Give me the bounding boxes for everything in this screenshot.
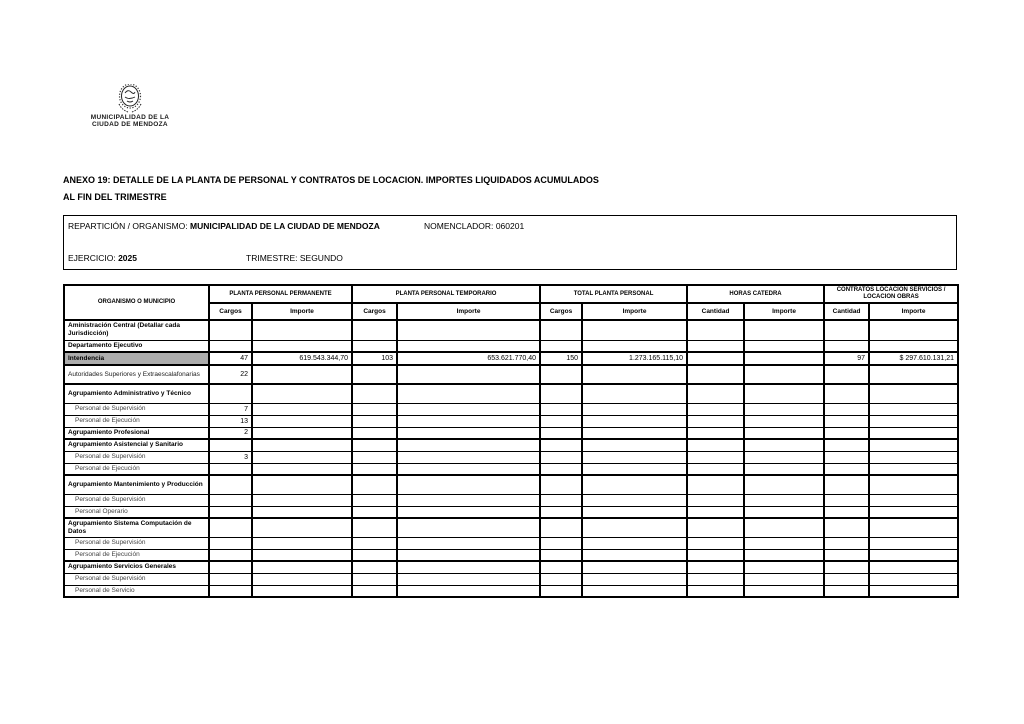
row-cell (687, 451, 744, 463)
row-cell (744, 463, 824, 475)
row-cell (540, 451, 582, 463)
row-cell (209, 518, 252, 537)
row-cell (209, 384, 252, 403)
municipal-crest-icon (114, 84, 146, 114)
row-cell (252, 585, 352, 597)
row-cell: 7 (209, 403, 252, 415)
ejercicio-label: EJERCICIO: (68, 253, 116, 263)
row-cell (869, 549, 958, 561)
row-cell (582, 585, 687, 597)
row-cell (744, 506, 824, 518)
row-cell (744, 573, 824, 585)
reparticion-value: MUNICIPALIDAD DE LA CIUDAD DE MENDOZA (190, 221, 380, 231)
table-row (64, 427, 958, 439)
column-header-hc-importe: Importe (744, 303, 824, 320)
row-cell (252, 561, 352, 573)
row-cell (209, 549, 252, 561)
row-cell (869, 427, 958, 439)
row-cell (540, 340, 582, 352)
row-cell (869, 415, 958, 427)
row-cell (869, 537, 958, 549)
row-cell (352, 427, 397, 439)
table-row (64, 475, 958, 494)
row-cell (824, 439, 869, 451)
trimestre-field (246, 253, 343, 263)
row-cell (540, 403, 582, 415)
row-cell (397, 365, 540, 384)
row-cell (744, 427, 824, 439)
row-cell (582, 415, 687, 427)
row-cell (397, 561, 540, 573)
column-group-total-planta: TOTAL PLANTA PERSONAL (540, 285, 687, 303)
document-title-line1: ANEXO 19: DETALLE DE LA PLANTA DE PERSONAL Y CONTRATOS DE LOCACION. IMPORTES LIQUIDADOS ACUMULADOS (63, 175, 599, 185)
row-cell (582, 403, 687, 415)
column-header-organismo: ORGANISMO O MUNICIPIO (64, 285, 209, 320)
row-label: Personal de Supervisión (64, 403, 209, 415)
row-cell (209, 340, 252, 352)
column-group-horas-catedra: HORAS CATEDRA (687, 285, 824, 303)
row-cell (582, 506, 687, 518)
row-cell (824, 403, 869, 415)
row-cell (869, 463, 958, 475)
row-cell (744, 340, 824, 352)
row-cell: 22 (209, 365, 252, 384)
row-label: Personal de Supervisión (64, 537, 209, 549)
row-cell (869, 451, 958, 463)
row-cell: 150 (540, 352, 582, 365)
row-cell (352, 561, 397, 573)
personnel-table (63, 284, 959, 598)
table-header (64, 285, 958, 320)
row-cell (352, 340, 397, 352)
row-cell (352, 463, 397, 475)
row-label: Agrupamiento Administrativo y Técnico (64, 384, 209, 403)
row-cell (744, 549, 824, 561)
column-header-pt-importe: Importe (397, 303, 540, 320)
row-cell (252, 439, 352, 451)
row-cell (824, 463, 869, 475)
row-cell (824, 415, 869, 427)
row-cell: 97 (824, 352, 869, 365)
row-cell (252, 320, 352, 340)
row-cell (252, 573, 352, 585)
row-cell (352, 585, 397, 597)
row-cell (252, 537, 352, 549)
table-row (64, 506, 958, 518)
row-cell (252, 384, 352, 403)
row-cell (209, 573, 252, 585)
row-label: Personal de Supervisión (64, 573, 209, 585)
row-cell (687, 561, 744, 573)
row-cell (582, 320, 687, 340)
row-cell (744, 585, 824, 597)
row-cell (252, 340, 352, 352)
row-cell (352, 365, 397, 384)
row-cell (352, 494, 397, 506)
table-row (64, 439, 958, 451)
row-label: Personal de Ejecución (64, 549, 209, 561)
row-cell (582, 427, 687, 439)
row-cell (397, 320, 540, 340)
report-info-box (63, 215, 957, 270)
row-cell (397, 384, 540, 403)
row-cell (744, 352, 824, 365)
row-cell (744, 494, 824, 506)
row-label: Personal de Supervisión (64, 451, 209, 463)
row-cell (540, 415, 582, 427)
row-label: Personal de Servicio (64, 585, 209, 597)
row-cell (540, 573, 582, 585)
row-cell (209, 320, 252, 340)
row-cell (209, 537, 252, 549)
ejercicio-value: 2025 (118, 253, 137, 263)
row-cell (744, 384, 824, 403)
row-label: Agrupamiento Servicios Generales (64, 561, 209, 573)
table-row (64, 403, 958, 415)
column-header-total-cargos: Cargos (540, 303, 582, 320)
row-cell: $ 297.610.131,21 (869, 352, 958, 365)
table-row (64, 585, 958, 597)
table-row (64, 537, 958, 549)
row-cell (687, 384, 744, 403)
logo-org-name-line2: CIUDAD DE MENDOZA (92, 121, 168, 128)
row-cell (540, 585, 582, 597)
row-label: Agrupamiento Mantenimiento y Producción (64, 475, 209, 494)
row-cell (252, 427, 352, 439)
row-cell (252, 403, 352, 415)
row-cell (744, 403, 824, 415)
column-header-pp-importe: Importe (252, 303, 352, 320)
row-cell (252, 475, 352, 494)
row-cell (352, 549, 397, 561)
row-cell (209, 463, 252, 475)
table-row (64, 352, 958, 365)
table-row (64, 573, 958, 585)
row-cell (352, 573, 397, 585)
row-cell (687, 427, 744, 439)
row-label: Personal de Ejecución (64, 463, 209, 475)
row-cell (352, 320, 397, 340)
row-cell (744, 561, 824, 573)
row-cell (869, 403, 958, 415)
row-cell (687, 475, 744, 494)
row-cell (397, 585, 540, 597)
row-cell (352, 475, 397, 494)
row-cell (397, 475, 540, 494)
document-title-line2: AL FIN DEL TRIMESTRE (63, 192, 167, 202)
row-cell (209, 475, 252, 494)
row-cell (744, 475, 824, 494)
table-row (64, 463, 958, 475)
row-cell (540, 365, 582, 384)
row-cell (744, 365, 824, 384)
row-cell (209, 585, 252, 597)
row-cell (687, 549, 744, 561)
row-cell (540, 320, 582, 340)
municipality-logo (88, 84, 172, 128)
row-label: Personal Operario (64, 506, 209, 518)
row-cell (582, 451, 687, 463)
nomenclador-label: NOMENCLADOR: (424, 221, 494, 231)
row-cell (540, 537, 582, 549)
row-cell (824, 549, 869, 561)
row-cell (687, 415, 744, 427)
row-cell (397, 518, 540, 537)
row-cell (744, 537, 824, 549)
row-cell (687, 352, 744, 365)
row-cell (869, 573, 958, 585)
row-cell (687, 518, 744, 537)
row-label: Aministración Central (Detallar cada Jurisdicción) (64, 320, 209, 340)
row-cell (540, 494, 582, 506)
row-cell (397, 573, 540, 585)
row-cell (687, 585, 744, 597)
row-cell (397, 439, 540, 451)
ejercicio-field (68, 253, 137, 263)
row-cell (352, 439, 397, 451)
trimestre-label: TRIMESTRE: (246, 253, 298, 263)
row-cell (687, 494, 744, 506)
row-cell: 103 (352, 352, 397, 365)
row-cell (582, 365, 687, 384)
row-cell (397, 451, 540, 463)
row-cell (397, 549, 540, 561)
row-cell (252, 549, 352, 561)
table-row (64, 320, 958, 340)
row-cell (869, 340, 958, 352)
row-label: Personal de Supervisión (64, 494, 209, 506)
row-cell (540, 518, 582, 537)
row-cell (352, 415, 397, 427)
row-cell (540, 439, 582, 451)
logo-org-name-line1: MUNICIPALIDAD DE LA (90, 114, 170, 121)
column-group-planta-temporario: PLANTA PERSONAL TEMPORARIO (352, 285, 540, 303)
row-cell (744, 415, 824, 427)
row-cell (869, 494, 958, 506)
row-cell (540, 506, 582, 518)
row-cell (582, 561, 687, 573)
reparticion-field (68, 221, 380, 231)
row-cell (252, 518, 352, 537)
row-cell (824, 561, 869, 573)
row-cell (352, 506, 397, 518)
row-cell (824, 384, 869, 403)
row-cell (397, 403, 540, 415)
row-cell (824, 573, 869, 585)
row-cell (824, 340, 869, 352)
row-cell (582, 439, 687, 451)
row-cell (582, 463, 687, 475)
row-cell: 3 (209, 451, 252, 463)
row-cell (869, 518, 958, 537)
table-row (64, 384, 958, 403)
row-cell: 2 (209, 427, 252, 439)
row-cell (869, 475, 958, 494)
row-cell (582, 518, 687, 537)
row-cell (209, 494, 252, 506)
row-cell (824, 365, 869, 384)
row-cell (824, 506, 869, 518)
row-label: Departamento Ejecutivo (64, 340, 209, 352)
row-cell (397, 340, 540, 352)
row-cell (352, 518, 397, 537)
row-cell (824, 427, 869, 439)
row-cell (252, 506, 352, 518)
row-cell (687, 463, 744, 475)
row-cell (824, 518, 869, 537)
row-cell (687, 403, 744, 415)
row-cell: 1.273.165.115,10 (582, 352, 687, 365)
row-cell (582, 537, 687, 549)
column-header-total-importe: Importe (582, 303, 687, 320)
row-cell (397, 494, 540, 506)
row-cell (209, 506, 252, 518)
row-label: Agrupamiento Profesional (64, 427, 209, 439)
row-cell (209, 561, 252, 573)
row-cell (209, 439, 252, 451)
row-label: Agrupamiento Sistema Computación de Datos (64, 518, 209, 537)
table-row (64, 549, 958, 561)
row-cell (869, 585, 958, 597)
row-label: Intendencia (64, 352, 209, 365)
row-cell (744, 451, 824, 463)
row-cell (824, 585, 869, 597)
row-cell (582, 494, 687, 506)
row-cell (869, 439, 958, 451)
row-cell (824, 320, 869, 340)
row-cell (397, 415, 540, 427)
table-row (64, 518, 958, 537)
row-cell: 653.621.770,40 (397, 352, 540, 365)
row-cell (540, 427, 582, 439)
row-cell (744, 320, 824, 340)
row-cell (869, 561, 958, 573)
nomenclador-value: 060201 (495, 221, 525, 231)
row-cell (397, 537, 540, 549)
row-cell (744, 518, 824, 537)
row-cell: 13 (209, 415, 252, 427)
row-cell (252, 365, 352, 384)
row-cell (540, 384, 582, 403)
row-cell (582, 384, 687, 403)
column-header-pt-cargos: Cargos (352, 303, 397, 320)
row-cell (687, 537, 744, 549)
row-cell (582, 340, 687, 352)
row-label: Agrupamiento Asistencial y Sanitario (64, 439, 209, 451)
row-cell (352, 451, 397, 463)
row-cell (582, 549, 687, 561)
row-cell (687, 340, 744, 352)
column-header-cl-cantidad: Cantidad (824, 303, 869, 320)
table-row (64, 340, 958, 352)
trimestre-value: SEGUNDO (299, 253, 343, 263)
table-row (64, 415, 958, 427)
row-cell (252, 463, 352, 475)
row-cell (824, 475, 869, 494)
row-cell (744, 439, 824, 451)
row-cell (687, 439, 744, 451)
row-cell (869, 320, 958, 340)
row-cell (252, 415, 352, 427)
row-cell (687, 573, 744, 585)
row-cell (824, 537, 869, 549)
column-header-hc-cantidad: Cantidad (687, 303, 744, 320)
row-cell (252, 451, 352, 463)
column-header-cl-importe: Importe (869, 303, 958, 320)
row-cell (582, 573, 687, 585)
row-cell (824, 451, 869, 463)
row-label: Personal de Ejecución (64, 415, 209, 427)
row-cell (397, 427, 540, 439)
table-row (64, 365, 958, 384)
table-row (64, 494, 958, 506)
row-cell (687, 320, 744, 340)
row-cell (352, 384, 397, 403)
row-cell (540, 475, 582, 494)
row-cell (540, 561, 582, 573)
row-cell (397, 506, 540, 518)
row-cell (540, 463, 582, 475)
row-cell (352, 403, 397, 415)
row-cell (687, 365, 744, 384)
table-row (64, 561, 958, 573)
column-group-contratos-locacion: CONTRATOS LOCACION SERVICIOS / LOCACION OBRAS (824, 285, 958, 303)
row-cell (397, 463, 540, 475)
table-body (64, 320, 958, 597)
table-row (64, 451, 958, 463)
row-cell (869, 365, 958, 384)
row-cell (869, 384, 958, 403)
nomenclador-field (424, 221, 524, 231)
row-cell (252, 494, 352, 506)
document-title (63, 172, 763, 206)
column-group-planta-permanente: PLANTA PERSONAL PERMANENTE (209, 285, 352, 303)
row-label: Autoridades Superiores y Extraescalafonarias (64, 365, 209, 384)
row-cell (869, 506, 958, 518)
row-cell (687, 506, 744, 518)
row-cell (352, 537, 397, 549)
row-cell (540, 549, 582, 561)
row-cell: 619.543.344,70 (252, 352, 352, 365)
row-cell: 47 (209, 352, 252, 365)
row-cell (582, 475, 687, 494)
column-header-pp-cargos: Cargos (209, 303, 252, 320)
reparticion-label: REPARTICIÓN / ORGANISMO: (68, 221, 188, 231)
row-cell (824, 494, 869, 506)
